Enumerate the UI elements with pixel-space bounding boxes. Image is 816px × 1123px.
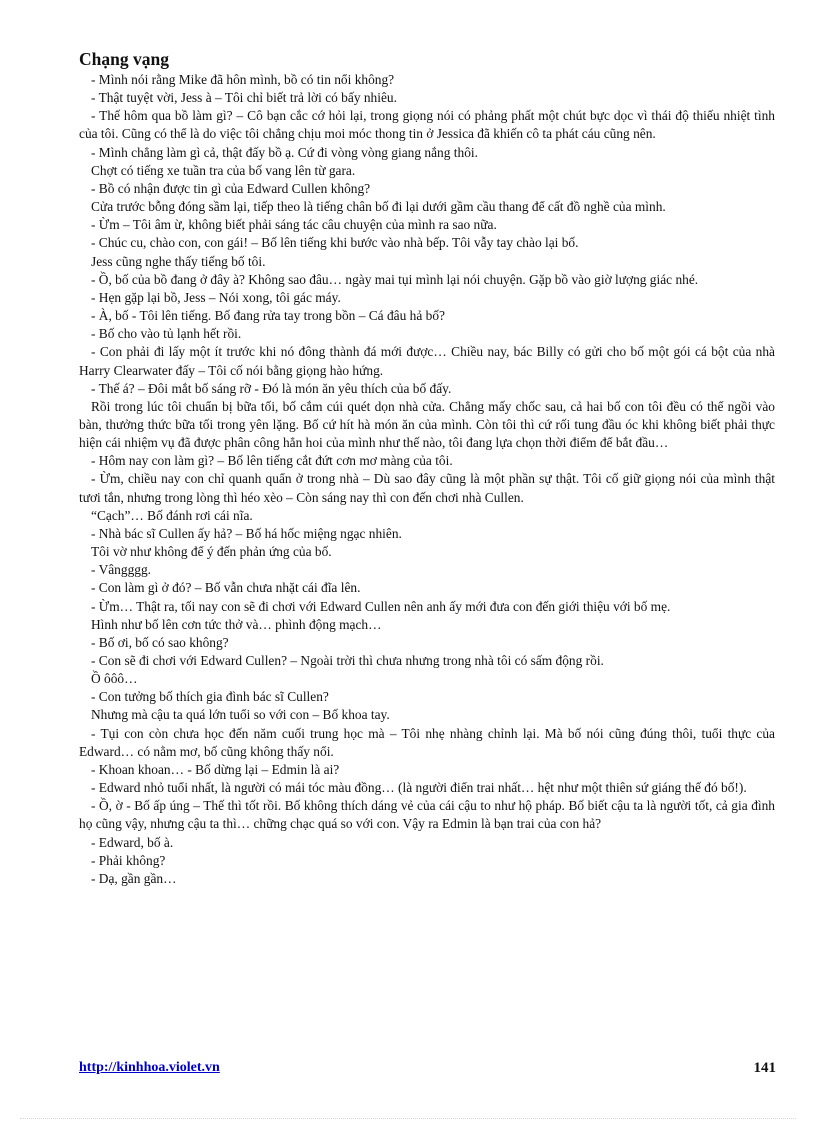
paragraph: - Tụi con còn chưa học đến năm cuối trung học mà – Tôi nhẹ nhàng chỉnh lại. Mà bố nói cũng đúng thôi, tuổi thực của Edward… có nằm mơ, bố cũng không thấy nổi. — [79, 725, 775, 759]
paragraph: Jess cũng nghe thấy tiếng bố tôi. — [91, 253, 266, 269]
footer-link[interactable]: http://kinhhoa.violet.vn — [79, 1060, 220, 1075]
paragraph: - Mình nói rằng Mike đã hôn mình, bồ có tin nổi không? — [91, 72, 395, 87]
paragraph: - Edward, bố à. — [91, 834, 174, 850]
paragraph: - Mình chẳng làm gì cả, thật đấy bồ ạ. Cứ đi vòng vòng giang nắng thôi. — [91, 144, 478, 160]
paragraph: - Bố cho vào tủ lạnh hết rồi. — [91, 326, 242, 342]
paragraph: - Hôm nay con làm gì? – Bố lên tiếng cắt đứt cơn mơ màng của tôi. — [91, 453, 453, 469]
paragraph: - Chúc cu, chào con, con gái! – Bố lên tiếng khi bước vào nhà bếp. Tôi vẫy tay chào lại bố. — [91, 235, 579, 251]
paragraph: - Ồ, bố của bồ đang ở đây à? Không sao đâu… ngày mai tụi mình lại nói chuyện. Gặp bồ vào giờ lượng giác nhé. — [91, 271, 699, 287]
paragraph: - Ừm, chiều nay con chỉ quanh quẩn ở trong nhà – Dù sao đây cũng là một phần sự thật. Tôi cố giữ giọng nói của mình thật tươi tắn, nhưng trong lòng thì héo xèo – Còn sáng nay thì con đến chơi nhà Cullen. — [79, 471, 775, 505]
paragraph: Chợt có tiếng xe tuần tra của bố vang lên từ gara. — [91, 162, 356, 178]
paragraph: - Ừm – Tôi âm ừ, không biết phải sáng tác câu chuyện của mình ra sao nữa. — [91, 217, 497, 233]
paragraph: - Dạ, gần gần… — [91, 870, 177, 886]
page-title: Chạng vạng — [79, 49, 169, 69]
paragraph: Tôi vờ như không để ý đến phản ứng của bố. — [91, 544, 332, 560]
paragraph: “Cạch”… Bố đánh rơi cái nĩa. — [91, 507, 253, 523]
paragraph: - Hẹn gặp lại bồ, Jess – Nói xong, tôi gác máy. — [91, 289, 341, 305]
paragraph: - Nhà bác sĩ Cullen ấy hả? – Bố há hốc miệng ngạc nhiên. — [91, 525, 402, 541]
paragraph: - Con tưởng bố thích gia đình bác sĩ Cullen? — [91, 689, 329, 705]
paragraph: - Ừm… Thật ra, tối nay con sẽ đi chơi với Edward Cullen nên anh ấy mới đưa con đến giới thiệu với bố mẹ. — [91, 598, 671, 614]
paragraph: Rồi trong lúc tôi chuẩn bị bữa tối, bố cắm cúi quét dọn nhà cửa. Chẳng mấy chốc sau, cả hai bố con tôi đều có thể ngồi vào bàn, thưởng thức bữa tối trong yên lặng. Bố cứ hít hà món ăn của mình. Còn tôi thì cứ rối tung đầu óc khi không biết phải thực hiện cái nhiệm vụ đã được phân công hẳn hoi của mình như thế nào, tôi đang lựa chọn thời điểm để bắt đầu… — [79, 398, 775, 451]
paragraph: - Edward nhỏ tuổi nhất, là người có mái tóc màu đồng… (là người điển trai nhất… hệt như một thiên sứ giáng thế đó bố!). — [91, 780, 747, 796]
paragraph: Hình như bố lên cơn tức thở và… phình động mạch… — [91, 616, 382, 632]
paragraph: - À, bố - Tôi lên tiếng. Bố đang rửa tay trong bồn – Cá đâu hả bố? — [91, 308, 445, 324]
paragraph: - Bồ có nhận được tin gì của Edward Cullen không? — [91, 180, 371, 196]
body-text — [79, 71, 775, 888]
paragraph: Cửa trước bỗng đóng sầm lại, tiếp theo là tiếng chân bố đi lại dưới gầm cầu thang để cất đồ nghề của mình. — [91, 199, 666, 215]
paragraph: - Phải không? — [91, 852, 166, 868]
paragraph: - Vângggg. — [91, 562, 152, 578]
paragraph: - Con sẽ đi chơi với Edward Cullen? – Ngoài trời thì chưa nhưng trong nhà tôi có sấm động rồi. — [91, 653, 604, 668]
paragraph: Ồ ôôô… — [91, 671, 138, 687]
paragraph: - Thế á? – Đôi mắt bố sáng rỡ - Đó là món ăn yêu thích của bố đấy. — [91, 380, 452, 396]
paragraph: - Thế hôm qua bồ làm gì? – Cô bạn cắc cớ hỏi lại, trong giọng nói có phảng phất một chút bực dọc vì thái độ thiếu nhiệt tình của tôi. Cũng có thể là do việc tôi chẳng chịu moi móc thong tin ở Jessica đã khiến cô ta phát cáu cũng nên. — [79, 108, 775, 142]
paragraph: Nhưng mà cậu ta quá lớn tuổi so với con – Bố khoa tay. — [91, 707, 390, 723]
paragraph: - Con làm gì ở đó? – Bố vẫn chưa nhặt cái đĩa lên. — [91, 580, 361, 596]
paragraph: - Bố ơi, bố có sao không? — [91, 634, 229, 650]
paragraph: - Ồ, ờ - Bố ấp úng – Thế thì tốt rồi. Bố không thích dáng vẻ của cái cậu to như hộ pháp. Bố biết cậu ta là người tốt, cả gia đình họ cũng vậy, nhưng cậu ta thì… chững chạc quá so với con. Vậy ra Edmin là bạn trai của con hả? — [79, 798, 775, 832]
paragraph: - Con phải đi lấy một ít trước khi nó đông thành đá mới được… Chiều nay, bác Billy có gửi cho bố một gói cá bột của nhà Harry Clearwater đấy – Tôi cố nói bằng giọng hào hứng. — [79, 344, 775, 378]
paragraph: - Khoan khoan… - Bố dừng lại – Edmin là ai? — [91, 761, 340, 777]
paragraph: - Thật tuyệt vời, Jess à – Tôi chỉ biết trả lời có bấy nhiêu. — [91, 90, 397, 106]
page-bottom-divider — [20, 1118, 796, 1119]
page-number: 141 — [753, 1060, 776, 1076]
